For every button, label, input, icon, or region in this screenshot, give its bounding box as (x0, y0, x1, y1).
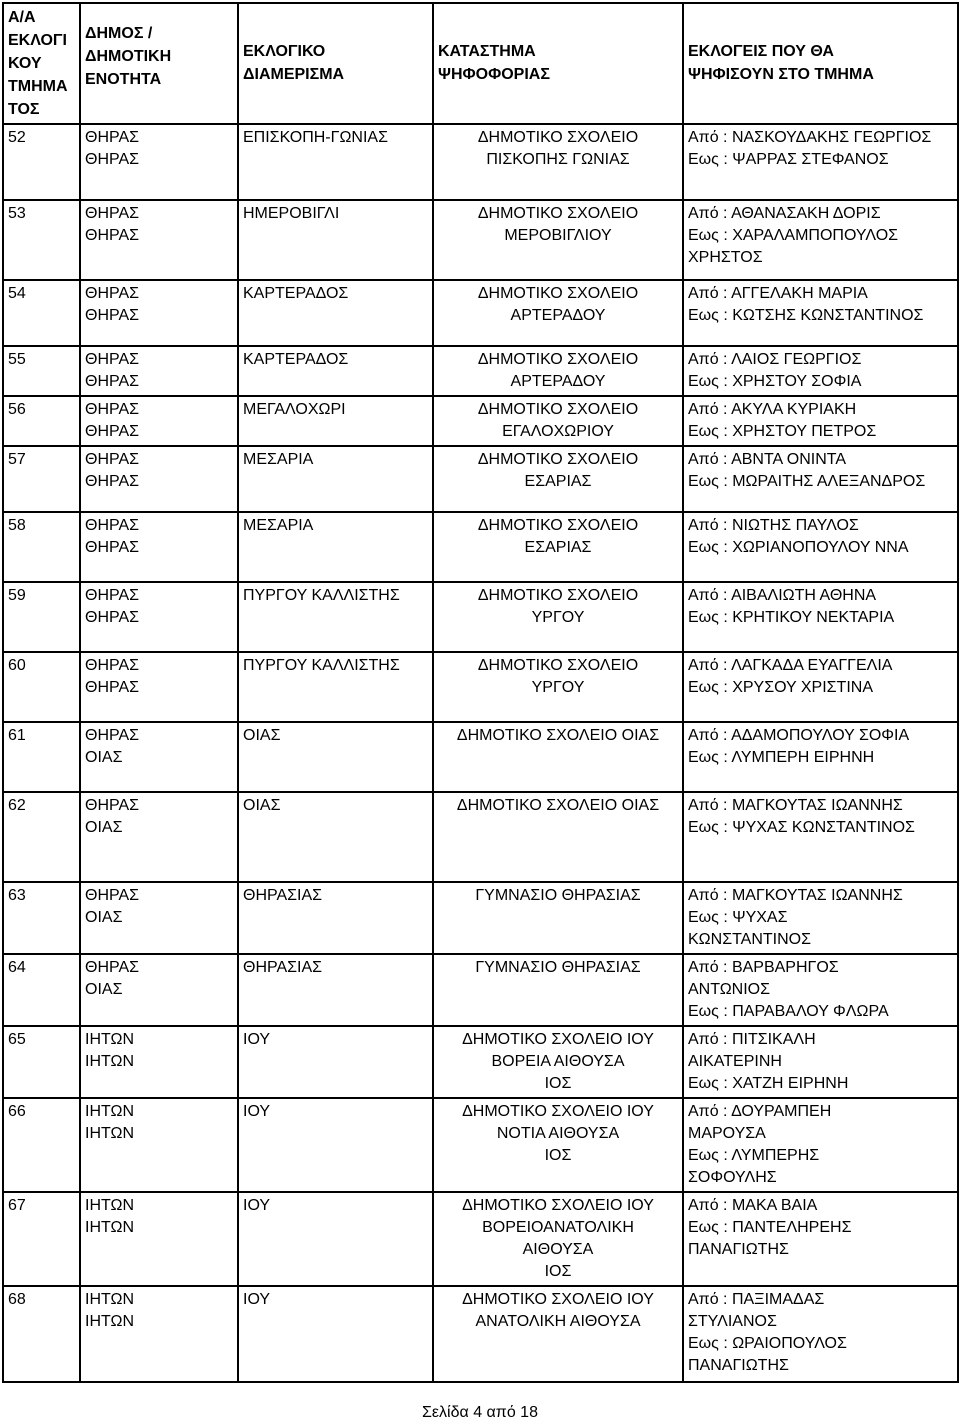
section-number: 65 (3, 1026, 80, 1098)
section-number: 58 (3, 512, 80, 582)
polling-station-cell: ΔΗΜΟΤΙΚΟ ΣΧΟΛΕΙΟ ΕΣΑΡΙΑΣ (433, 512, 683, 582)
table-row (3, 652, 958, 722)
section-number: 59 (3, 582, 80, 652)
municipality-cell: ΘΗΡΑΣ ΘΗΡΑΣ (80, 200, 238, 280)
table-row (3, 1026, 958, 1098)
section-number: 62 (3, 792, 80, 882)
polling-station-cell: ΔΗΜΟΤΙΚΟ ΣΧΟΛΕΙΟ ΙΟΥ ΝΟΤΙΑ ΑΙΘΟΥΣΑ ΙΟΣ (433, 1098, 683, 1192)
municipality-cell: ΘΗΡΑΣ ΟΙΑΣ (80, 882, 238, 954)
table-row (3, 954, 958, 1026)
municipality-cell: ΘΗΡΑΣ ΟΙΑΣ (80, 792, 238, 882)
district-cell: ΟΙΑΣ (238, 722, 433, 792)
section-number: 54 (3, 280, 80, 346)
district-cell: ΗΜΕΡΟΒΙΓΛΙ (238, 200, 433, 280)
district-cell: ΜΕΓΑΛΟΧΩΡΙ (238, 396, 433, 446)
municipality-cell: ΘΗΡΑΣ ΟΙΑΣ (80, 954, 238, 1026)
municipality-cell: ΙΗΤΩΝ ΙΗΤΩΝ (80, 1286, 238, 1382)
header-voters: ΕΚΛΟΓΕΙΣ ΠΟΥ ΘΑ ΨΗΦΙΣΟΥΝ ΣΤΟ ΤΜΗΜΑ (683, 3, 958, 124)
voters-range-cell: Από : ΑΙΒΑΛΙΩΤΗ ΑΘΗΝΑ Εως : ΚΡΗΤΙΚΟΥ ΝΕΚΤΑΡΙΑ (683, 582, 958, 652)
voters-range-cell: Από : ΝΙΩΤΗΣ ΠΑΥΛΟΣ Εως : ΧΩΡΙΑΝΟΠΟΥΛΟΥ ΝΝΑ (683, 512, 958, 582)
polling-station-cell: ΓΥΜΝΑΣΙΟ ΘΗΡΑΣΙΑΣ (433, 882, 683, 954)
section-number: 52 (3, 124, 80, 200)
municipality-cell: ΙΗΤΩΝ ΙΗΤΩΝ (80, 1098, 238, 1192)
district-cell: ΕΠΙΣΚΟΠΗ-ΓΩΝΙΑΣ (238, 124, 433, 200)
table-row (3, 882, 958, 954)
voters-range-cell: Από : ΒΑΡΒΑΡΗΓΟΣ ΑΝΤΩΝΙΟΣ Εως : ΠΑΡΑΒΑΛΟΥ ΦΛΩΡΑ (683, 954, 958, 1026)
district-cell: ΚΑΡΤΕΡΑΔΟΣ (238, 280, 433, 346)
voters-range-cell: Από : ΛΑΙΟΣ ΓΕΩΡΓΙΟΣ Εως : ΧΡΗΣΤΟΥ ΣΟΦΙΑ (683, 346, 958, 396)
table-row (3, 792, 958, 882)
municipality-cell: ΘΗΡΑΣ ΘΗΡΑΣ (80, 652, 238, 722)
table-row (3, 124, 958, 200)
voters-range-cell: Από : ΠΑΞΙΜΑΔΑΣ ΣΤΥΛΙΑΝΟΣ Εως : ΩΡΑΙΟΠΟΥΛΟΣ ΠΑΝΑΓΙΩΤΗΣ (683, 1286, 958, 1382)
header-district: ΕΚΛΟΓΙΚΟ ΔΙΑΜΕΡΙΣΜΑ (238, 3, 433, 124)
municipality-cell: ΘΗΡΑΣ ΘΗΡΑΣ (80, 512, 238, 582)
table-row (3, 446, 958, 512)
district-cell: ΙΟΥ (238, 1098, 433, 1192)
municipality-cell: ΘΗΡΑΣ ΘΗΡΑΣ (80, 280, 238, 346)
section-number: 55 (3, 346, 80, 396)
polling-station-cell: ΔΗΜΟΤΙΚΟ ΣΧΟΛΕΙΟ ΟΙΑΣ (433, 722, 683, 792)
municipality-cell: ΘΗΡΑΣ ΘΗΡΑΣ (80, 446, 238, 512)
polling-station-cell: ΔΗΜΟΤΙΚΟ ΣΧΟΛΕΙΟ ΕΓΑΛΟΧΩΡΙΟΥ (433, 396, 683, 446)
table-row (3, 280, 958, 346)
header-row (3, 3, 958, 124)
municipality-cell: ΙΗΤΩΝ ΙΗΤΩΝ (80, 1026, 238, 1098)
district-cell: ΚΑΡΤΕΡΑΔΟΣ (238, 346, 433, 396)
voters-range-cell: Από : ΝΑΣΚΟΥΔΑΚΗΣ ΓΕΩΡΓΙΟΣ Εως : ΨΑΡΡΑΣ ΣΤΕΦΑΝΟΣ (683, 124, 958, 200)
voters-range-cell: Από : ΑΓΓΕΛΑΚΗ ΜΑΡΙΑ Εως : ΚΩΤΣΗΣ ΚΩΝΣΤΑΝΤΙΝΟΣ (683, 280, 958, 346)
section-number: 60 (3, 652, 80, 722)
table-row (3, 582, 958, 652)
section-number: 67 (3, 1192, 80, 1286)
table-row (3, 1098, 958, 1192)
section-number: 53 (3, 200, 80, 280)
header-polling-station: ΚΑΤΑΣΤΗΜΑ ΨΗΦΟΦΟΡΙΑΣ (433, 3, 683, 124)
polling-station-cell: ΔΗΜΟΤΙΚΟ ΣΧΟΛΕΙΟ ΑΡΤΕΡΑΔΟΥ (433, 280, 683, 346)
district-cell: ΟΙΑΣ (238, 792, 433, 882)
polling-station-cell: ΔΗΜΟΤΙΚΟ ΣΧΟΛΕΙΟ ΕΣΑΡΙΑΣ (433, 446, 683, 512)
polling-station-cell: ΔΗΜΟΤΙΚΟ ΣΧΟΛΕΙΟ ΑΡΤΕΡΑΔΟΥ (433, 346, 683, 396)
polling-station-cell: ΔΗΜΟΤΙΚΟ ΣΧΟΛΕΙΟ ΥΡΓΟΥ (433, 652, 683, 722)
district-cell: ΜΕΣΑΡΙΑ (238, 446, 433, 512)
header-municipality: ΔΗΜΟΣ / ΔΗΜΟΤΙΚΗ ΕΝΟΤΗΤΑ (80, 3, 238, 124)
section-number: 68 (3, 1286, 80, 1382)
section-number: 66 (3, 1098, 80, 1192)
section-number: 61 (3, 722, 80, 792)
voters-range-cell: Από : ΑΘΑΝΑΣΑΚΗ ΔΟΡΙΣ Εως : ΧΑΡΑΛΑΜΠΟΠΟΥΛΟΣ ΧΡΗΣΤΟΣ (683, 200, 958, 280)
polling-station-cell: ΔΗΜΟΤΙΚΟ ΣΧΟΛΕΙΟ ΟΙΑΣ (433, 792, 683, 882)
voters-range-cell: Από : ΜΑΓΚΟΥΤΑΣ ΙΩΑΝΝΗΣ Εως : ΨΥΧΑΣ ΚΩΝΣΤΑΝΤΙΝΟΣ (683, 882, 958, 954)
municipality-cell: ΘΗΡΑΣ ΘΗΡΑΣ (80, 582, 238, 652)
municipality-cell: ΘΗΡΑΣ ΘΗΡΑΣ (80, 396, 238, 446)
polling-station-cell: ΔΗΜΟΤΙΚΟ ΣΧΟΛΕΙΟ ΙΟΥ ΑΝΑΤΟΛΙΚΗ ΑΙΘΟΥΣΑ (433, 1286, 683, 1382)
municipality-cell: ΘΗΡΑΣ ΘΗΡΑΣ (80, 124, 238, 200)
polling-station-cell: ΔΗΜΟΤΙΚΟ ΣΧΟΛΕΙΟ ΙΟΥ ΒΟΡΕΙΑ ΑΙΘΟΥΣΑ ΙΟΣ (433, 1026, 683, 1098)
section-number: 56 (3, 396, 80, 446)
district-cell: ΘΗΡΑΣΙΑΣ (238, 954, 433, 1026)
page-footer: Σελίδα 4 από 18 (422, 1404, 538, 1421)
district-cell: ΙΟΥ (238, 1192, 433, 1286)
table-row (3, 396, 958, 446)
table-row (3, 512, 958, 582)
polling-station-cell: ΔΗΜΟΤΙΚΟ ΣΧΟΛΕΙΟ ΥΡΓΟΥ (433, 582, 683, 652)
district-cell: ΙΟΥ (238, 1026, 433, 1098)
voters-range-cell: Από : ΔΟΥΡΑΜΠΕΗ ΜΑΡΟΥΣΑ Εως : ΛΥΜΠΕΡΗΣ ΣΟΦΟΥΛΗΣ (683, 1098, 958, 1192)
polling-station-cell: ΔΗΜΟΤΙΚΟ ΣΧΟΛΕΙΟ ΜΕΡΟΒΙΓΛΙΟΥ (433, 200, 683, 280)
district-cell: ΙΟΥ (238, 1286, 433, 1382)
table-row (3, 722, 958, 792)
voters-range-cell: Από : ΜΑΓΚΟΥΤΑΣ ΙΩΑΝΝΗΣ Εως : ΨΥΧΑΣ ΚΩΝΣΤΑΝΤΙΝΟΣ (683, 792, 958, 882)
polling-table (2, 2, 959, 1383)
section-number: 63 (3, 882, 80, 954)
voters-range-cell: Από : ΜΑΚΑ ΒΑΙΑ Εως : ΠΑΝΤΕΛΗΡΕΗΣ ΠΑΝΑΓΙΩΤΗΣ (683, 1192, 958, 1286)
voters-range-cell: Από : ΠΙΤΣΙΚΑΛΗ ΑΙΚΑΤΕΡΙΝΗ Εως : ΧΑΤΖΗ ΕΙΡΗΝΗ (683, 1026, 958, 1098)
section-number: 57 (3, 446, 80, 512)
section-number: 64 (3, 954, 80, 1026)
voters-range-cell: Από : ΑΔΑΜΟΠΟΥΛΟΥ ΣΟΦΙΑ Εως : ΛΥΜΠΕΡΗ ΕΙΡΗΝΗ (683, 722, 958, 792)
table-row (3, 1286, 958, 1382)
table-row (3, 346, 958, 396)
polling-station-cell: ΔΗΜΟΤΙΚΟ ΣΧΟΛΕΙΟ ΠΙΣΚΟΠΗΣ ΓΩΝΙΑΣ (433, 124, 683, 200)
district-cell: ΜΕΣΑΡΙΑ (238, 512, 433, 582)
table-row (3, 1192, 958, 1286)
polling-station-cell: ΔΗΜΟΤΙΚΟ ΣΧΟΛΕΙΟ ΙΟΥ ΒΟΡΕΙΟΑΝΑΤΟΛΙΚΗ ΑΙΘΟΥΣΑ ΙΟΣ (433, 1192, 683, 1286)
district-cell: ΠΥΡΓΟΥ ΚΑΛΛΙΣΤΗΣ (238, 582, 433, 652)
voters-range-cell: Από : ΑΚΥΛΑ ΚΥΡΙΑΚΗ Εως : ΧΡΗΣΤΟΥ ΠΕΤΡΟΣ (683, 396, 958, 446)
header-section-number: Α/Α ΕΚΛΟΓΙ ΚΟΥ ΤΜΗΜΑ ΤΟΣ (3, 3, 80, 124)
district-cell: ΠΥΡΓΟΥ ΚΑΛΛΙΣΤΗΣ (238, 652, 433, 722)
municipality-cell: ΘΗΡΑΣ ΘΗΡΑΣ (80, 346, 238, 396)
voters-range-cell: Από : ΛΑΓΚΑΔΑ ΕΥΑΓΓΕΛΙΑ Εως : ΧΡΥΣΟΥ ΧΡΙΣΤΙΝΑ (683, 652, 958, 722)
municipality-cell: ΘΗΡΑΣ ΟΙΑΣ (80, 722, 238, 792)
polling-station-cell: ΓΥΜΝΑΣΙΟ ΘΗΡΑΣΙΑΣ (433, 954, 683, 1026)
municipality-cell: ΙΗΤΩΝ ΙΗΤΩΝ (80, 1192, 238, 1286)
table-row (3, 200, 958, 280)
voters-range-cell: Από : ΑΒΝΤΑ ΟΝΙΝΤΑ Εως : ΜΩΡΑΙΤΗΣ ΑΛΕΞΑΝΔΡΟΣ (683, 446, 958, 512)
district-cell: ΘΗΡΑΣΙΑΣ (238, 882, 433, 954)
